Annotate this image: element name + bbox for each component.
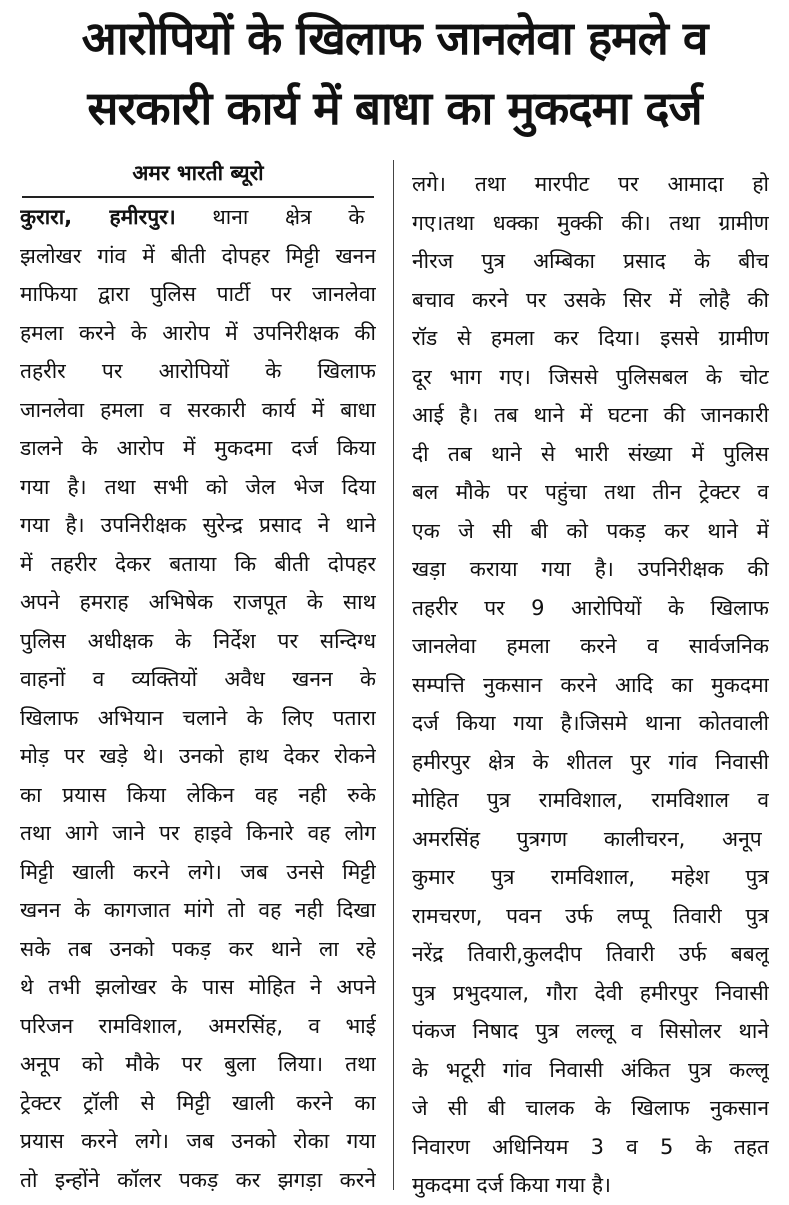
article-line: जे सी बी चालक के खिलाफ नुकसान [412,1096,769,1120]
article-line: बचाव करने पर उसके सिर में लोहै की [412,287,769,312]
article-line: गया है। तथा सभी को जेल भेज दिया [20,474,376,499]
article-line: गए।तथा धक्का मुक्की की। तथा ग्रामीण [412,210,769,235]
article-line: नरेंद्र तिवारी,कुलदीप तिवारी उर्फ बबलू [412,942,769,966]
article-line: मोड़ पर खड़े थे। उनको हाथ देकर रोकने [20,744,376,768]
article-line: मुकदमा दर्ज किया गया है। [412,1173,612,1197]
article-line: आई है। तब थाने में घटना की जानकारी [412,403,769,427]
article-line: प्रयास करने लगे। जब उनको रोका गया [20,1129,376,1153]
article-line: दी तब थाने से भारी संख्या में पुलिस [412,441,769,466]
article-line: हमला करने के आरोप में उपनिरीक्षक की [20,320,376,345]
article-line: माफिया द्वारा पुलिस पार्टी पर जानलेवा [20,282,376,306]
article-line: अपने हमराह अभिषेक राजपूत के साथ [20,590,376,614]
article-line: मोहित पुत्र रामविशाल, रामविशाल व [412,788,769,812]
article-line: सके तब उनको पकड़ कर थाने ला रहे [20,936,376,961]
article-line: तहरीर पर आरोपियों के खिलाफ [20,359,376,383]
article-line: ट्रेक्टर ट्रॉली से मिट्टी खाली करने का [20,1090,376,1115]
article-line: दूर भाग गए। जिससे पुलिसबल के चोट [412,364,769,389]
article-line: मिट्टी खाली करने लगे। जब उनसे मिट्टी [20,859,376,884]
column-divider [393,160,394,1190]
article-line: रामचरण, पवन उर्फ लप्पू तिवारी पुत्र [412,903,769,928]
article-line: नीरज पुत्र अम्बिका प्रसाद के बीच [412,249,769,273]
article-line: सम्पत्ति नुकसान करने आदि का मुकदमा [412,672,769,697]
article-line: कुमार पुत्र रामविशाल, महेश पुत्र [412,865,769,889]
article-line: गया है। उपनिरीक्षक सुरेन्द्र प्रसाद ने थाने [20,513,376,537]
article-line: रॉड से हमला कर दिया। इससे ग्रामीण [412,326,769,350]
article-line: वाहनों व व्यक्तियों अवैध खनन के [20,667,376,691]
article-line: थे तभी झलोखर के पास मोहित ने अपने [20,975,376,999]
article-line: के भटूरी गांव निवासी अंकित पुत्र कल्लू [412,1057,769,1082]
article-line: एक जे सी बी को पकड़ कर थाने में [412,518,769,543]
article-column-left [20,198,376,1199]
article-line: का प्रयास किया लेकिन वह नही रुके [20,782,376,807]
headline-line-2: सरकारी कार्य में बाधा का मुकदमा दर्ज [87,81,702,135]
article-line: निवारण अधिनियम 3 व 5 के तहत [412,1134,769,1159]
article-line: झलोखर गांव में बीती दोपहर मिट्टी खनन [20,243,376,268]
article-line: डालने के आरोप में मुकदमा दर्ज किया [20,436,376,460]
article-line: खनन के कागजात मांगे तो वह नही दिखा [20,898,376,922]
article-line: में तहरीर देकर बताया कि बीती दोपहर [20,551,376,576]
article-line: खड़ा कराया गया है। उपनिरीक्षक की [412,557,769,581]
article-line: तथा आगे जाने पर हाइवे किनारे वह लोग [20,821,376,845]
article-line: हमीरपुर क्षेत्र के शीतल पुर गांव निवासी [412,749,769,774]
article-line: बल मौके पर पहुंचा तथा तीन ट्रेक्टर व [412,480,769,504]
article-line: पंकज निषाद पुत्र लल्लू व सिसोलर थाने [412,1019,769,1043]
article-line: परिजन रामविशाल, अमरसिंह, व भाई [20,1013,376,1038]
article-line: तहरीर पर 9 आरोपियों के खिलाफ [412,595,769,620]
article-line [20,198,376,237]
article-line: पुत्र प्रभुदयाल, गौरा देवी हमीरपुर निवासी [412,980,769,1005]
article-line: खिलाफ अभियान चलाने के लिए पतारा [20,705,376,730]
article-line: पुलिस अधीक्षक के निर्देश पर सन्दिग्ध [20,628,376,653]
byline: अमर भारती ब्यूरो [132,160,264,185]
article-line: अनूप को मौके पर बुला लिया। तथा [20,1052,376,1076]
article-line: तो इन्होंने कॉलर पकड़ कर झगड़ा करने [20,1167,376,1192]
article-column-right [412,165,769,1205]
article-line: दर्ज किया गया है।जिसमे थाना कोतवाली [412,711,769,735]
article-line-text: थाना क्षेत्र के [175,205,365,229]
article-line: लगे। तथा मारपीट पर आमादा हो [412,172,769,196]
dateline: कुरारा, हमीरपुर। [20,205,176,229]
article-line: जानलेवा हमला व सरकारी कार्य में बाधा [20,397,376,422]
article-line: अमरसिंह पुत्रगण कालीचरन, अनूप [412,826,762,851]
headline-line-1: आरोपियों के खिलाफ जानलेवा हमले व [81,11,708,65]
article-line: जानलेवा हमला करने व सार्वजनिक [412,634,769,658]
